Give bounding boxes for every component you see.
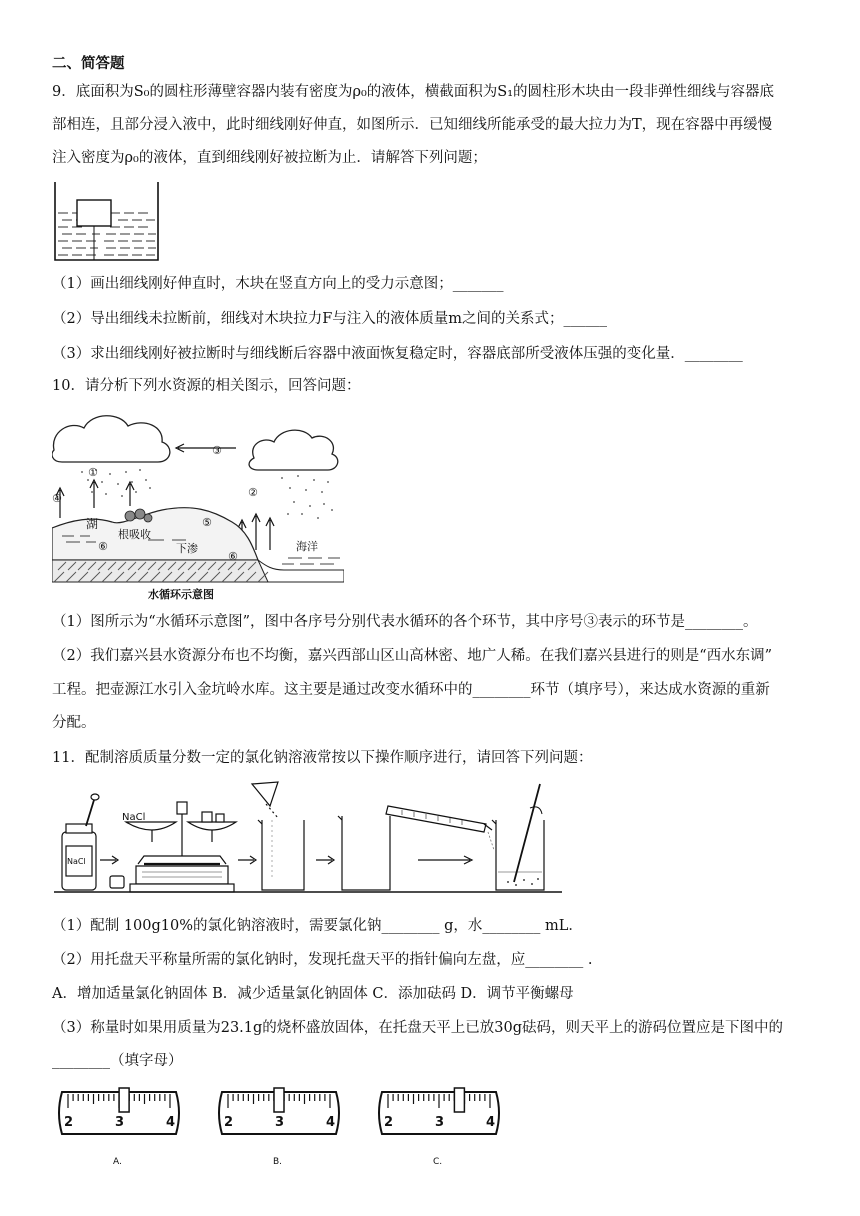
nacl-label-tray: NaCl — [122, 812, 146, 823]
q11-part-3-line-1: （3）称量时如果用质量为23.1g的烧杯盛放固体，在托盘天平上已放30g砝码，则天平上的游码位置应是下图中的 — [52, 1020, 784, 1036]
ruler-tick-label: 4 — [486, 1115, 496, 1130]
rider-ruler-1 — [59, 1088, 179, 1167]
q9-line-1: 9．底面积为S₀的圆柱形薄壁容器内装有密度为ρ₀的液体，横截面积为S₁的圆柱形木块由一段非弹性细线与容器底 — [52, 84, 775, 100]
arrow-3 — [316, 856, 334, 864]
q10-line-1: 10．请分析下列水资源的相关图示，回答问题： — [52, 378, 361, 394]
q11-part-3-line-2: ________（填字母） — [52, 1053, 183, 1069]
label-4: ④ — [52, 492, 62, 505]
beaker-2-icon — [338, 816, 390, 890]
glass-rod — [514, 784, 540, 882]
ruler-tick-label: 2 — [224, 1115, 234, 1130]
container-block-figure — [52, 180, 162, 265]
rider-marker — [454, 1088, 464, 1112]
label-root-absorb: 根吸收 — [118, 528, 151, 541]
q9-part-3: （3）求出细线刚好被拉断时与细线断后容器中液面恢复稳定时，容器底部所受液体压强的变化量．________ — [52, 346, 743, 362]
ruler-option-label: B. — [273, 1157, 283, 1167]
q10-part-1: （1）图所示为“水循环示意图”，图中各序号分别代表水循环的各个环节，其中序号③表示的环节是________。 — [52, 614, 758, 630]
q10-part-2-line-1: （2）我们嘉兴县水资源分布也不均衡，嘉兴西部山区山高林密、地广人稀。在我们嘉兴县进行的则是“西水东调” — [52, 648, 773, 664]
rider-ruler-2 — [219, 1088, 339, 1167]
water-cycle-diagram — [52, 410, 344, 602]
label-seepage: 下渗 — [176, 542, 198, 555]
ruler-tick-label: 3 — [435, 1115, 445, 1130]
left-cloud-icon — [52, 416, 170, 462]
ruler-tick-label: 2 — [64, 1115, 74, 1130]
q9-line-2: 部相连，且部分浸入液中，此时细线刚好伸直，如图所示．已知细线所能承受的最大拉力为T，现在容器中再缓慢 — [52, 117, 773, 133]
ruler-tick-label: 2 — [384, 1115, 394, 1130]
rider-marker — [119, 1088, 129, 1112]
q11-options: A．增加适量氯化钠固体 B．减少适量氯化钠固体 C．添加砝码 D．调节平衡螺母 — [52, 986, 574, 1002]
ruler-tick-label: 4 — [326, 1115, 336, 1130]
label-1: ① — [88, 466, 98, 479]
label-3: ③ — [212, 444, 222, 457]
wood-block — [77, 200, 111, 226]
ruler-option-label: A. — [113, 1157, 122, 1167]
label-6-left: ⑥ — [98, 540, 108, 553]
q11-line-1: 11．配制溶质质量分数一定的氯化钠溶液常按以下操作顺序进行，请回答下列问题： — [52, 750, 593, 766]
nacl-label-jar: NaCl — [67, 857, 86, 866]
label-ocean: 海洋 — [296, 540, 318, 553]
ruler-tick-label: 3 — [115, 1115, 125, 1130]
q10-part-2-line-2: 工程。把壶源江水引入金坑岭水库。这主要是通过改变水循环中的________环节（填序号），来达成水资源的重新 — [52, 682, 770, 698]
beaker-1-icon — [252, 782, 304, 890]
label-6-right: ⑥ — [228, 550, 238, 563]
q11-part-2: （2）用托盘天平称量所需的氯化钠时，发现托盘天平的指针偏向左盘，应________ . — [52, 952, 593, 968]
jar-stopper — [110, 876, 124, 888]
beaker-3-icon — [492, 784, 544, 890]
arrow-1 — [100, 856, 118, 864]
rider-rulers-figure — [52, 1086, 512, 1170]
ruler-option-label: C. — [433, 1157, 443, 1167]
arrow-2 — [238, 856, 256, 864]
label-2: ② — [248, 486, 258, 499]
ruler-tick-label: 4 — [166, 1115, 176, 1130]
q9-part-1: （1）画出细线刚好伸直时，木块在竖直方向上的受力示意图；_______ — [52, 276, 504, 292]
q11-part-1: （1）配制 100g10%的氯化钠溶液时，需要氯化钠________ g，水________ mL． — [52, 918, 583, 934]
arrow-4 — [418, 856, 472, 864]
ruler-tick-label: 3 — [275, 1115, 285, 1130]
right-cloud-icon — [249, 430, 338, 470]
rider-ruler-3 — [379, 1088, 499, 1167]
nacl-jar-icon — [62, 794, 99, 890]
label-lake: 湖 — [86, 517, 99, 531]
q10-part-2-line-3: 分配。 — [52, 715, 96, 731]
label-5: ⑤ — [202, 516, 212, 529]
solution-prep-figure — [52, 780, 572, 900]
rain-right — [281, 475, 333, 519]
diagram-caption: 水循环示意图 — [148, 588, 214, 601]
section-title: 二、简答题 — [52, 56, 125, 72]
q9-line-3: 注入密度为ρ₀的液体，直到细线刚好被拉断为止．请解答下列问题； — [52, 150, 487, 166]
graduated-cylinder-icon — [386, 806, 494, 850]
rider-marker — [274, 1088, 284, 1112]
q9-part-2: （2）导出细线未拉断前，细线对木块拉力F与注入的液体质量m之间的关系式；______ — [52, 311, 608, 327]
